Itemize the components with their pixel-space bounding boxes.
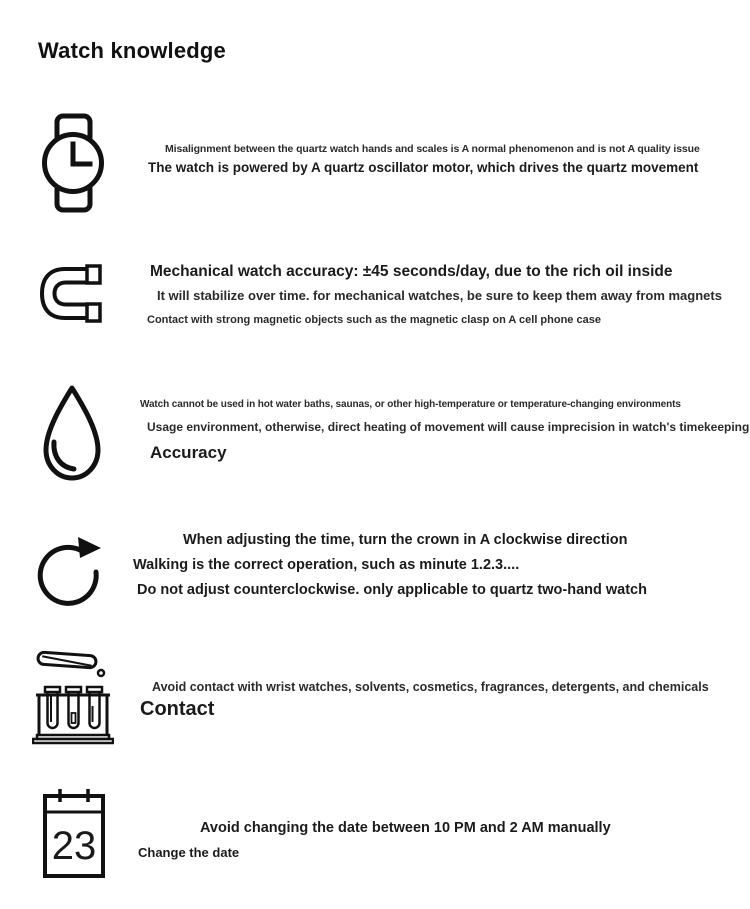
walking-operation-text: Walking is the correct operation, such as minute 1.2.3.... (133, 557, 520, 573)
stabilize-text: It will stabilize over time. for mechanical watches, be sure to keep them away from magnets (157, 288, 722, 303)
calendar-day-number: 23 (51, 824, 97, 868)
calendar-icon (42, 788, 106, 880)
test-tubes-icon (32, 643, 114, 745)
page-title: Watch knowledge (38, 38, 226, 63)
contact-label: Contact (140, 698, 215, 720)
crown-clockwise-text: When adjusting the time, turn the crown in A clockwise direction (183, 532, 628, 548)
magnet-icon (36, 262, 106, 325)
change-date-label: Change the date (138, 845, 240, 860)
mechanical-accuracy-text: Mechanical watch accuracy: ±45 seconds/day, due to the rich oil inside (150, 263, 673, 280)
magnetic-contact-text: Contact with strong magnetic objects such as the magnetic clasp on A cell phone case (147, 314, 601, 326)
hot-water-warning-text: Watch cannot be used in hot water baths, saunas, or other high-temperature or temperature-changing environments (140, 399, 681, 410)
clockwise-arrow-icon (36, 520, 106, 615)
wristwatch-icon (40, 113, 106, 213)
avoid-date-change-text: Avoid changing the date between 10 PM and 2 AM manually (200, 820, 611, 836)
quartz-motor-text: The watch is powered by A quartz oscillator motor, which drives the quartz movement (148, 160, 699, 175)
accuracy-label: Accuracy (150, 443, 227, 462)
avoid-chemicals-text: Avoid contact with wrist watches, solvents, cosmetics, fragrances, detergents, and chemicals (152, 680, 709, 694)
quartz-misalignment-note: Misalignment between the quartz watch hands and scales is A normal phenomenon and is not A quality issue (165, 143, 700, 155)
usage-environment-text: Usage environment, otherwise, direct heating of movement will cause imprecision in watch's timekeeping (147, 420, 750, 434)
no-counterclockwise-text: Do not adjust counterclockwise. only applicable to quartz two-hand watch (137, 582, 647, 598)
water-drop-icon (40, 383, 104, 483)
